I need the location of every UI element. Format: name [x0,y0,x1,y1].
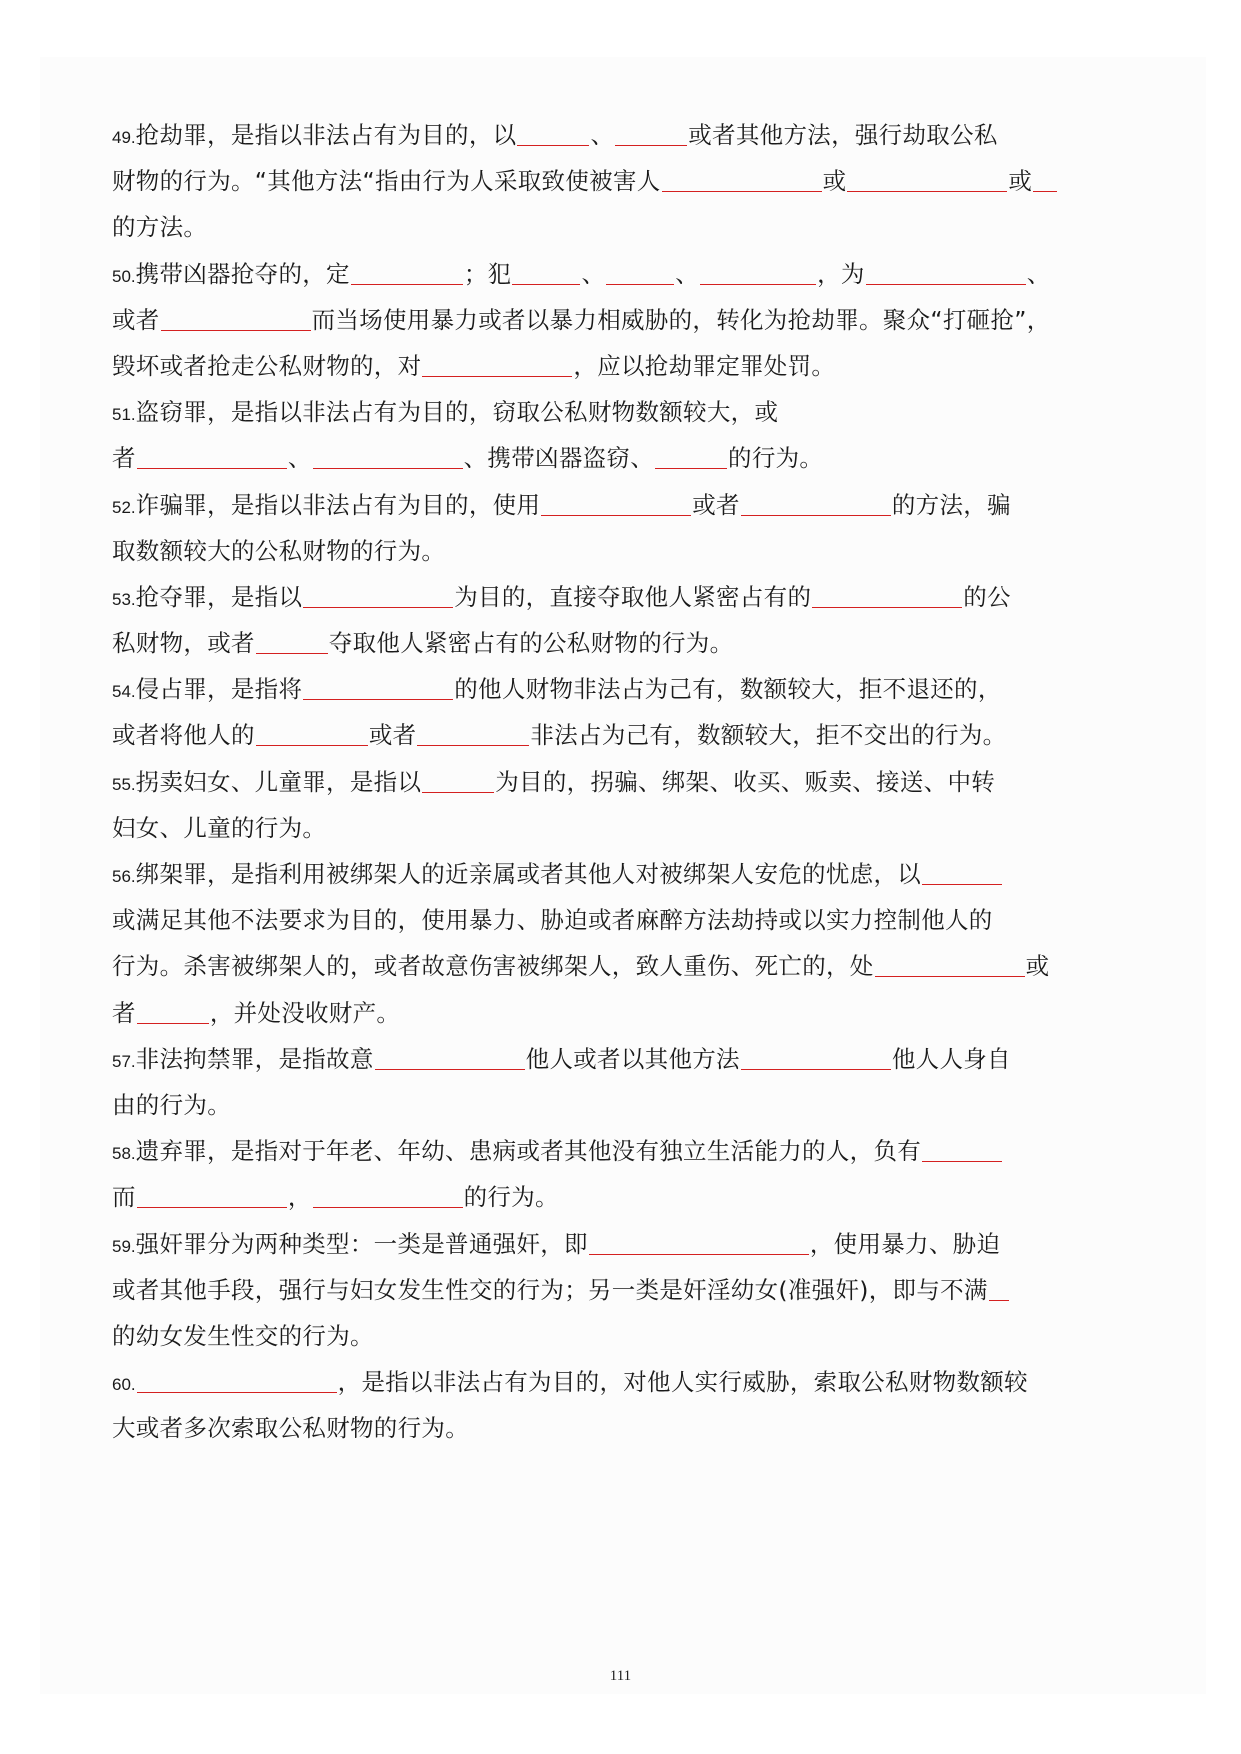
document-body [112,112,1122,1451]
fill-in-blank[interactable] [922,1141,1002,1162]
fill-in-blank[interactable] [541,495,691,516]
question-text: 的行为。 [463,1183,559,1212]
question-text: 抢劫罪，是指以非法占有为目的，以 [135,121,517,149]
question-number: 58. [112,1144,136,1164]
question-text: 的公 [963,582,1011,611]
text-line [112,1313,1122,1359]
question-text: 或满足其他不法要求为目的，使用暴力、胁迫或者麻醉方法劫持或以实力控制他人的 [112,906,993,935]
question-text: 、 [590,121,615,149]
question-number: 56. [112,867,136,886]
question-text: 侵占罪，是指将 [135,675,303,704]
question-text: 遗弃罪，是指对于年老、年幼、患病或者其他没有独立生活能力的人，负有 [135,1137,922,1166]
fill-in-blank[interactable] [655,448,727,469]
question-text: 或者其他方法，强行劫取公私 [688,121,998,149]
question-text: 由的行为。 [112,1090,231,1119]
fill-in-blank[interactable] [422,772,494,793]
text-line [112,204,1122,250]
text-line [112,1082,1122,1128]
question-text: ，是指以非法占有为目的，对他人实行威胁，索取公私财物数额较 [337,1368,1028,1397]
question-text: ，为 [817,259,865,288]
fill-in-blank[interactable] [1033,171,1057,192]
fill-in-blank[interactable] [741,495,891,516]
text-line [112,389,1122,435]
question-text: 拐卖妇女、儿童罪，是指以 [135,767,422,796]
question-text: 诈骗罪，是指以非法占有为目的，使用 [135,490,541,519]
question-text: 或者将他人的 [112,721,255,750]
fill-in-blank[interactable] [606,264,674,285]
text-line [112,851,1122,897]
question-text: 、携带凶器盗窃、 [463,444,655,473]
page-number: 111 [609,1668,632,1684]
fill-in-blank[interactable] [375,1049,525,1070]
text-line [112,528,1122,574]
question-text: 为目的，直接夺取他人紧密占有的 [454,582,812,611]
question-text: 、 [675,259,700,288]
text-line [112,805,1122,851]
fill-in-blank[interactable] [303,587,453,608]
text-line [112,251,1122,297]
fill-in-blank[interactable] [700,264,816,285]
text-line [112,666,1122,712]
question-text: 、 [1026,259,1051,288]
fill-in-blank[interactable] [303,679,453,700]
question-text: 者 [112,998,136,1027]
fill-in-blank[interactable] [662,171,822,192]
question-text: 或者 [112,305,160,334]
question-number: 57. [112,1051,136,1071]
fill-in-blank[interactable] [161,310,311,331]
question-text: 的方法，骗 [891,490,1011,519]
fill-in-blank[interactable] [922,864,1002,885]
fill-in-blank[interactable] [313,448,463,469]
question-text: 、 [287,444,312,473]
question-text: 或 [822,167,847,196]
question-text: 携带凶器抢夺的，定 [135,259,350,288]
question-text: 财物的行为。“其他方法“指由行为人采取致使被害人 [112,167,661,196]
question-text: ；犯 [463,259,512,288]
question-text: ，并处没收财产。 [209,998,401,1027]
fill-in-blank[interactable] [875,956,1025,977]
question-text: 盗窃罪，是指以非法占有为目的，窃取公私财物数额较大，或 [135,398,779,427]
question-text: 的幼女发生性交的行为。 [112,1321,374,1350]
question-text: 绑架罪，是指利用被绑架人的近亲属或者其他人对被绑架人安危的忧虑，以 [135,860,922,888]
text-line [112,112,1122,158]
fill-in-blank[interactable] [137,448,287,469]
question-text: 他人人身自 [891,1044,1011,1073]
question-text: 的他人财物非法占为己有，数额较大，拒不退还的， [454,675,1002,704]
text-line [112,897,1122,943]
text-line [112,297,1122,343]
text-line [112,1128,1122,1174]
question-text: 的方法。 [112,213,208,242]
fill-in-blank[interactable] [517,125,589,146]
question-number: 51. [112,405,136,425]
text-line [112,158,1122,204]
question-text: 非法拘禁罪，是指故意 [135,1044,374,1073]
fill-in-blank[interactable] [313,1187,463,1208]
fill-in-blank[interactable] [351,264,463,285]
question-text: ， [287,1183,312,1212]
fill-in-blank[interactable] [137,1187,287,1208]
text-line [112,435,1122,481]
fill-in-blank[interactable] [256,725,368,746]
text-line [112,712,1122,758]
fill-in-blank[interactable] [137,1003,209,1024]
question-number: 60. [112,1375,136,1395]
text-line [112,1221,1122,1267]
question-number: 49. [112,128,136,147]
text-line [112,943,1122,989]
text-line [112,1174,1122,1220]
question-text: 取数额较大的公私财物的行为。 [112,536,446,565]
text-line [112,620,1122,666]
question-text: 者 [112,444,136,473]
question-text: 、 [581,259,606,288]
text-line [112,1036,1122,1082]
text-line [112,759,1122,805]
fill-in-blank[interactable] [512,264,580,285]
question-text: 非法占为己有，数额较大，拒不交出的行为。 [530,721,1007,750]
fill-in-blank[interactable] [812,587,962,608]
question-text: 而 [112,1183,136,1212]
text-line [112,574,1122,620]
fill-in-blank[interactable] [422,356,572,377]
question-number: 59. [112,1236,136,1256]
text-line [112,990,1122,1036]
question-text: 或 [1025,952,1050,981]
question-text: 的行为。 [728,444,824,473]
text-line [112,482,1122,528]
question-text: 私财物，或者 [112,629,255,658]
text-line [112,1267,1122,1313]
question-text: 大或者多次索取公私财物的行为。 [112,1414,469,1443]
question-text: 强奸罪分为两种类型：一类是普通强奸，即 [135,1229,588,1258]
fill-in-blank[interactable] [989,1280,1009,1301]
text-line [112,1405,1122,1451]
question-text: 抢夺罪，是指以 [135,582,303,611]
question-text: 夺取他人紧密占有的公私财物的行为。 [328,629,734,658]
question-number: 52. [112,497,136,517]
question-text: 毁坏或者抢走公私财物的，对 [112,351,422,380]
fill-in-blank[interactable] [847,171,1007,192]
fill-in-blank[interactable] [866,264,1026,285]
fill-in-blank[interactable] [589,1234,809,1255]
question-text: 而当场使用暴力或者以暴力相威胁的，转化为抢劫罪。聚众“打砸抢”， [311,305,1051,334]
question-number: 53. [112,589,136,609]
text-line [112,343,1122,389]
fill-in-blank[interactable] [137,1372,337,1393]
fill-in-blank[interactable] [615,125,687,146]
question-text: 或者其他手段，强行与妇女发生性交的行为；另一类是奸淫幼女(准强奸)，即与不满 [112,1275,988,1304]
fill-in-blank[interactable] [417,725,529,746]
question-text: ，使用暴力、胁迫 [809,1229,1001,1258]
question-text: 为目的，拐骗、绑架、收买、贩卖、接送、中转 [495,767,996,796]
question-text: 行为。杀害被绑架人的，或者故意伤害被绑架人，致人重伤、死亡的，处 [112,952,874,981]
question-number: 54. [112,682,136,702]
question-text: ，应以抢劫罪定罪处罚。 [573,351,836,380]
question-number: 50. [112,266,136,286]
fill-in-blank[interactable] [741,1049,891,1070]
fill-in-blank[interactable] [256,633,328,654]
question-text: 他人或者以其他方法 [525,1044,740,1073]
question-text: 或者 [692,490,740,519]
question-text: 妇女、儿童的行为。 [112,813,327,842]
text-line [112,1359,1122,1405]
question-text: 或 [1008,167,1033,196]
question-number: 55. [112,774,136,794]
question-text: 或者 [368,721,417,750]
